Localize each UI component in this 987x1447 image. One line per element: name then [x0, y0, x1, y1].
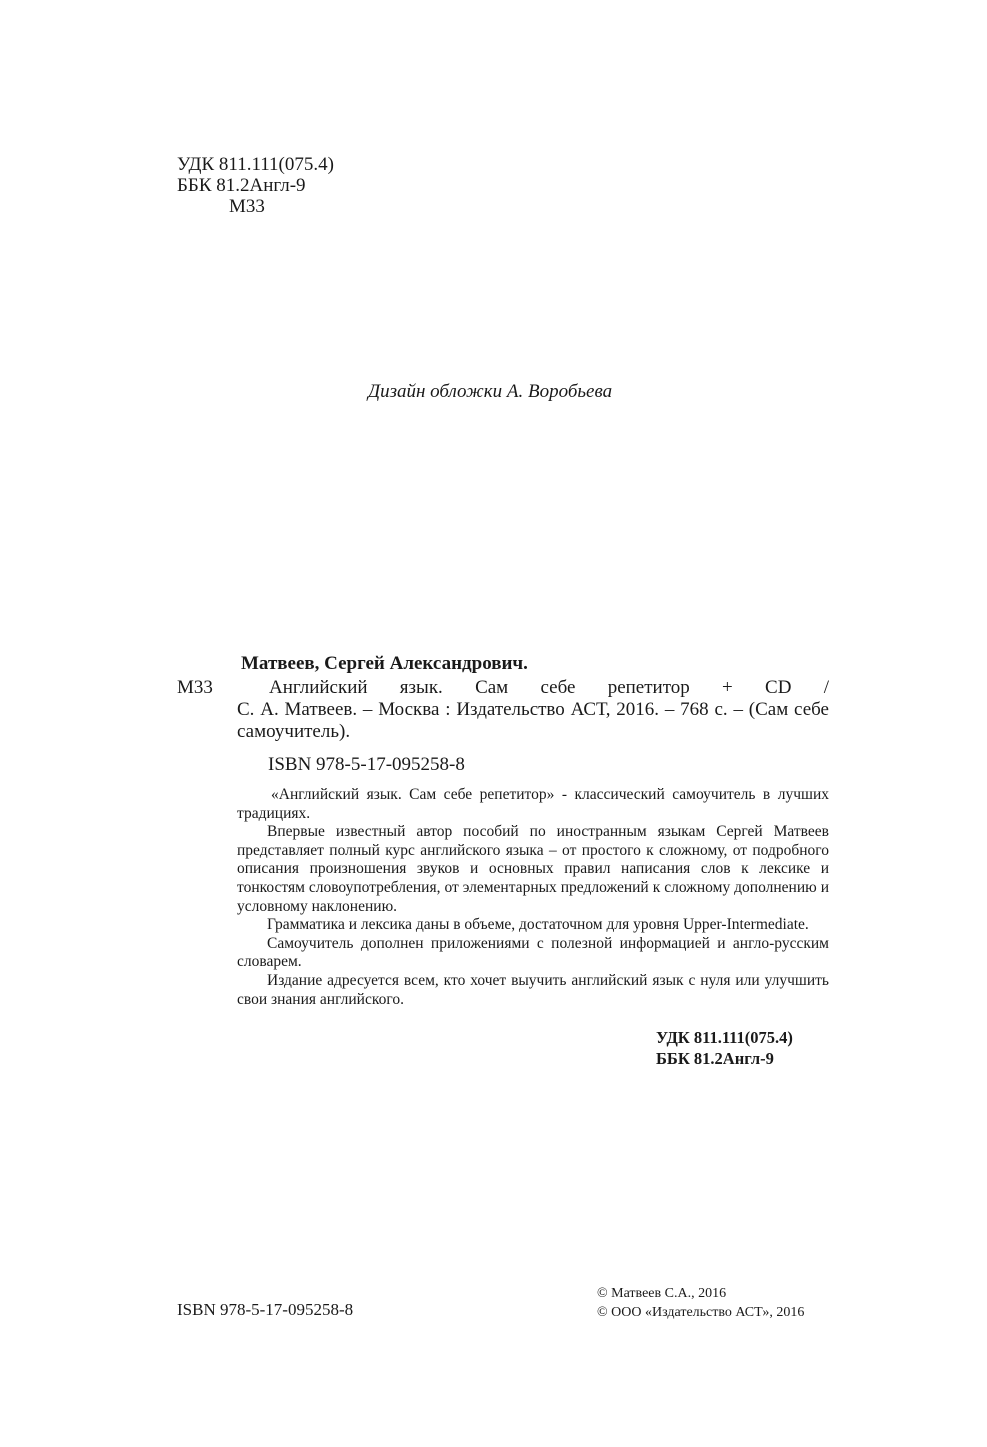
- card-author-mark: М33: [177, 677, 213, 698]
- annotation-paragraph: «Английский язык. Сам себе репетитор» - классический самоучитель в лучших традициях.: [237, 786, 829, 822]
- card-title-block: [237, 677, 829, 743]
- annotation-paragraph: Самоучитель дополнен приложениями с полезной информацией и англо-русским словарем.: [237, 934, 829, 971]
- udk-code-bold: УДК 811.111(075.4): [656, 1028, 793, 1047]
- author-mark: М33: [229, 196, 265, 217]
- annotation-paragraph: Грамматика и лексика даны в объеме, достаточном для уровня Upper-Intermediate.: [267, 916, 809, 934]
- card-title-line1: Английский язык. Сам себе репетитор + CD /: [269, 677, 829, 698]
- bbk-code-bold: ББК 81.2Англ-9: [656, 1049, 774, 1068]
- footer-isbn: ISBN 978-5-17-095258-8: [177, 1300, 354, 1319]
- bbk-code: ББК 81.2Англ-9: [177, 175, 306, 196]
- annotation-paragraph: Впервые известный автор пособий по иностранным языкам Сергей Матвеев представляет полный курс английского языка – от простого к сложному, от подробного описания произношения звуков и основных правил написания слов к лексике и тонкостям словоупотребления, от элементарных предложений к сложному дополнению и условному наклонению.: [237, 823, 829, 915]
- cover-design-credit: Дизайн обложки А. Воробьева: [368, 381, 613, 402]
- card-isbn: ISBN 978-5-17-095258-8: [268, 754, 465, 775]
- copyright-publisher: © ООО «Издательство АСТ», 2016: [597, 1305, 805, 1320]
- annotation: [237, 786, 829, 1009]
- card-title-rest: С. А. Матвеев. – Москва : Издательство АСТ, 2016. – 768 с. – (Сам себе самоучитель).: [237, 699, 829, 742]
- annotation-paragraph: Издание адресуется всем, кто хочет выучить английский язык с нуля или улучшить свои знания английского.: [237, 971, 829, 1008]
- card-author: Матвеев, Сергей Александрович.: [241, 653, 528, 674]
- udk-code: УДК 811.111(075.4): [177, 154, 334, 175]
- copyright-author: © Матвеев С.А., 2016: [597, 1286, 727, 1301]
